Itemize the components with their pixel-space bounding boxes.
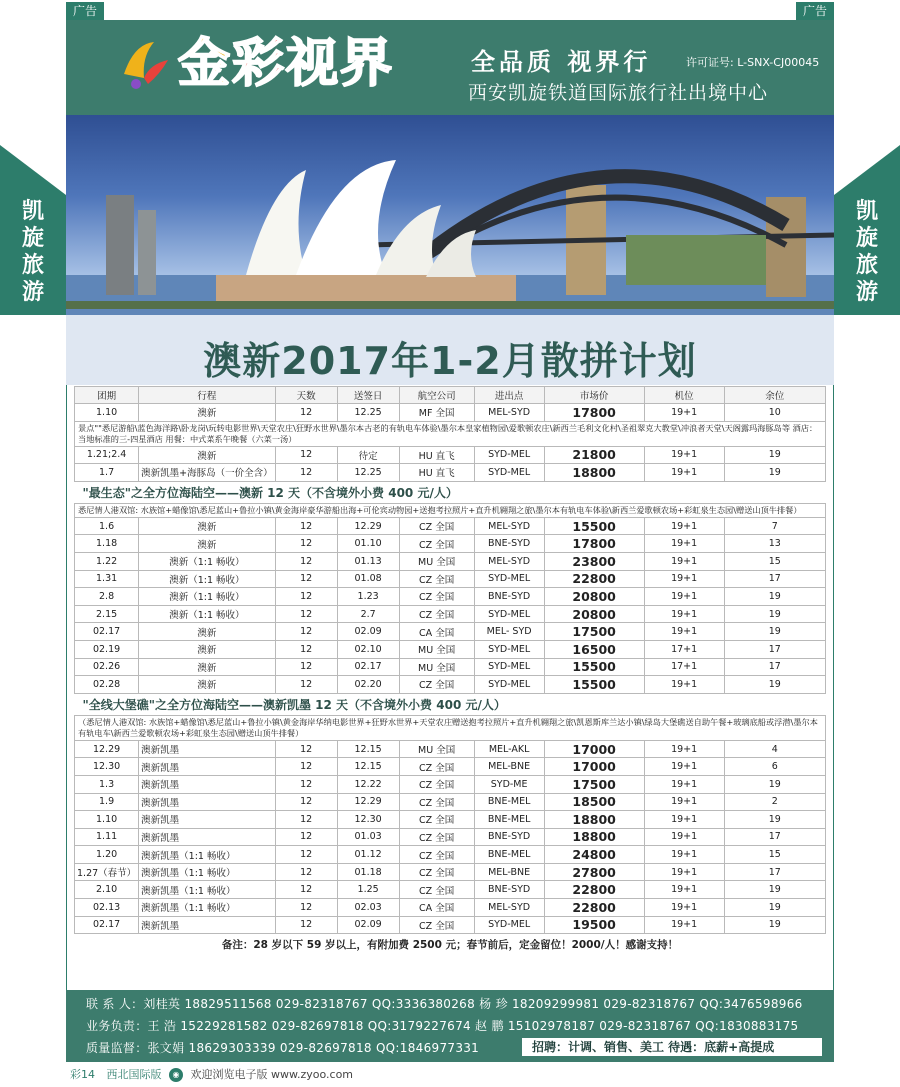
cell-visa: 01.18 — [337, 863, 399, 881]
cell-left: 13 — [724, 535, 825, 553]
cell-visa: 01.13 — [337, 552, 399, 570]
cell-date: 1.9 — [75, 793, 139, 811]
cell-seats: 19+1 — [644, 464, 724, 482]
cell-date: 1.18 — [75, 535, 139, 553]
note-text: 景点""悉尼游船\蓝色海洋路\卧龙岗\玩转电影世界\天堂农庄\狂野水世界\墨尔本古老的有轨电车体验\墨尔本皇家植物园\爱歌顿农庄\新西兰毛利文化村\圣祖翠克大教堂\冲浪者天堂\天阁露玛海豚岛等 酒店：当地标准的三-四星酒店 用餐：中式菜系午晚餐（六菜一汤） — [75, 421, 826, 446]
table-row — [75, 517, 826, 535]
cell-visa: 12.15 — [337, 758, 399, 776]
cell-route: 澳新 — [139, 517, 275, 535]
cell-route: 澳新凯墨+海豚岛（一价全含） — [139, 464, 275, 482]
cell-days: 12 — [275, 863, 337, 881]
cell-seats: 19+1 — [644, 552, 724, 570]
cell-visa: 02.20 — [337, 676, 399, 694]
cell-airline: HU 直飞 — [399, 464, 474, 482]
cell-airline: MU 全国 — [399, 740, 474, 758]
cell-airline: CZ 全国 — [399, 570, 474, 588]
itinerary-note — [75, 503, 826, 517]
cell-route: 澳新凯墨（1:1 畅收） — [139, 881, 275, 899]
cell-visa: 02.10 — [337, 640, 399, 658]
cell-visa: 12.29 — [337, 793, 399, 811]
cell-route: 澳新 — [139, 623, 275, 641]
col-header: 送签日 — [337, 387, 399, 404]
cell-price: 22800 — [544, 899, 644, 917]
cell-date: 1.27（春节） — [75, 863, 139, 881]
side-banner-left — [0, 195, 66, 315]
cell-visa: 12.30 — [337, 811, 399, 829]
cell-route: 澳新凯墨 — [139, 775, 275, 793]
col-header: 航空公司 — [399, 387, 474, 404]
cell-route: 澳新 — [139, 640, 275, 658]
cell-price: 18800 — [544, 828, 644, 846]
cell-days: 12 — [275, 846, 337, 864]
cell-route: 澳新 — [139, 446, 275, 464]
table-row — [75, 404, 826, 422]
cell-price: 24800 — [544, 846, 644, 864]
cell-price: 20800 — [544, 605, 644, 623]
cell-seats: 19+1 — [644, 740, 724, 758]
cell-port: BNE-MEL — [474, 793, 544, 811]
cell-left: 19 — [724, 881, 825, 899]
cell-date: 1.3 — [75, 775, 139, 793]
cell-date: 1.7 — [75, 464, 139, 482]
cell-days: 12 — [275, 640, 337, 658]
cell-price: 17500 — [544, 623, 644, 641]
cell-price: 18800 — [544, 811, 644, 829]
cell-days: 12 — [275, 623, 337, 641]
cell-seats: 19+1 — [644, 846, 724, 864]
cell-price: 19500 — [544, 916, 644, 934]
cell-seats: 19+1 — [644, 758, 724, 776]
ad-tag-left: 广告 — [66, 2, 104, 20]
table-row — [75, 676, 826, 694]
col-header: 行程 — [139, 387, 275, 404]
cell-seats: 19+1 — [644, 535, 724, 553]
section-title-row — [75, 481, 826, 503]
table-row — [75, 881, 826, 899]
table-row — [75, 535, 826, 553]
cell-left: 19 — [724, 899, 825, 917]
table-row — [75, 758, 826, 776]
cell-days: 12 — [275, 605, 337, 623]
cell-visa: 01.08 — [337, 570, 399, 588]
cell-port: SYD-MEL — [474, 916, 544, 934]
cell-date: 1.31 — [75, 570, 139, 588]
cell-airline: CZ 全国 — [399, 775, 474, 793]
cell-left: 17 — [724, 570, 825, 588]
agency-name: 西安凯旋铁道国际旅行社出境中心 — [468, 82, 769, 104]
cell-days: 12 — [275, 552, 337, 570]
table-row — [75, 446, 826, 464]
cell-port: MEL-SYD — [474, 517, 544, 535]
cell-date: 02.17 — [75, 916, 139, 934]
table-row — [75, 846, 826, 864]
table-header-row — [75, 387, 826, 404]
cell-route: 澳新（1:1 畅收） — [139, 570, 275, 588]
col-header: 余位 — [724, 387, 825, 404]
cell-left: 19 — [724, 588, 825, 606]
brand-name — [178, 32, 394, 96]
cell-price: 18500 — [544, 793, 644, 811]
cell-date: 02.13 — [75, 899, 139, 917]
cell-seats: 19+1 — [644, 811, 724, 829]
side-char: 游 — [21, 280, 44, 305]
cell-visa: 1.23 — [337, 588, 399, 606]
cell-price: 18800 — [544, 464, 644, 482]
table-row — [75, 899, 826, 917]
globe-icon: ◉ — [169, 1068, 183, 1082]
cell-route: 澳新凯墨 — [139, 828, 275, 846]
cell-visa: 12.25 — [337, 404, 399, 422]
cell-airline: CZ 全国 — [399, 588, 474, 606]
col-header: 团期 — [75, 387, 139, 404]
cell-left: 19 — [724, 464, 825, 482]
table-row — [75, 464, 826, 482]
cell-date: 12.30 — [75, 758, 139, 776]
cell-visa: 12.15 — [337, 740, 399, 758]
itinerary-note — [75, 715, 826, 740]
cell-price: 27800 — [544, 863, 644, 881]
cell-visa: 02.03 — [337, 899, 399, 917]
cell-port: BNE-MEL — [474, 811, 544, 829]
cell-days: 12 — [275, 916, 337, 934]
cell-port: MEL-SYD — [474, 899, 544, 917]
cell-left: 19 — [724, 811, 825, 829]
cell-date: 1.11 — [75, 828, 139, 846]
cell-days: 12 — [275, 446, 337, 464]
cell-price: 17800 — [544, 404, 644, 422]
table-row — [75, 588, 826, 606]
cell-left: 17 — [724, 658, 825, 676]
cell-port: SYD-MEL — [474, 570, 544, 588]
cell-days: 12 — [275, 775, 337, 793]
cell-airline: CZ 全国 — [399, 916, 474, 934]
cell-visa: 01.12 — [337, 846, 399, 864]
cell-airline: CZ 全国 — [399, 881, 474, 899]
itinerary-note — [75, 421, 826, 446]
cell-left: 19 — [724, 676, 825, 694]
cell-left: 10 — [724, 404, 825, 422]
cell-days: 12 — [275, 570, 337, 588]
cell-route: 澳新 — [139, 658, 275, 676]
cell-port: SYD-MEL — [474, 640, 544, 658]
cell-airline: MU 全国 — [399, 552, 474, 570]
cell-port: MEL-BNE — [474, 863, 544, 881]
section-title: "最生态"之全方位海陆空——澳新 12 天（不含境外小费 400 元/人） — [82, 485, 458, 500]
cell-port: MEL-SYD — [474, 404, 544, 422]
cell-days: 12 — [275, 517, 337, 535]
cell-route: 澳新 — [139, 676, 275, 694]
contact-row: 联 系 人：刘桂英 18829511568 029-82318767 QQ:3336380268 杨 珍 18209299981 029-82318767 QQ:3476598966 — [86, 997, 803, 1011]
remark-row — [75, 934, 826, 954]
cell-seats: 19+1 — [644, 517, 724, 535]
quality-row: 质量监督：张文娟 18629303339 029-82697818 QQ:1846977331 — [86, 1041, 480, 1055]
cell-seats: 19+1 — [644, 676, 724, 694]
cell-port: BNE-SYD — [474, 881, 544, 899]
cell-airline: CA 全国 — [399, 623, 474, 641]
cell-route: 澳新（1:1 畅收） — [139, 588, 275, 606]
side-char: 凯 — [855, 199, 878, 224]
cell-price: 17000 — [544, 758, 644, 776]
col-header: 市场价 — [544, 387, 644, 404]
header — [66, 20, 834, 115]
cell-visa: 待定 — [337, 446, 399, 464]
cell-airline: CZ 全国 — [399, 811, 474, 829]
page-number: 彩14 — [70, 1068, 95, 1081]
cell-port: BNE-MEL — [474, 846, 544, 864]
cell-route: 澳新（1:1 畅收） — [139, 552, 275, 570]
cell-left: 19 — [724, 605, 825, 623]
cell-date: 1.20 — [75, 846, 139, 864]
cell-port: SYD-MEL — [474, 446, 544, 464]
table-row — [75, 740, 826, 758]
cell-days: 12 — [275, 899, 337, 917]
site-link[interactable]: 欢迎浏览电子版 www.zyoo.com — [190, 1068, 354, 1081]
cell-seats: 19+1 — [644, 793, 724, 811]
cell-date: 1.21;2.4 — [75, 446, 139, 464]
cell-port: MEL-SYD — [474, 552, 544, 570]
section-name: 西北国际版 — [106, 1068, 162, 1081]
cell-visa: 02.17 — [337, 658, 399, 676]
cell-left: 15 — [724, 846, 825, 864]
cell-seats: 19+1 — [644, 446, 724, 464]
cell-port: BNE-SYD — [474, 828, 544, 846]
cell-route: 澳新凯墨 — [139, 793, 275, 811]
cell-airline: CZ 全国 — [399, 605, 474, 623]
cell-price: 22800 — [544, 881, 644, 899]
table-row — [75, 623, 826, 641]
cell-seats: 19+1 — [644, 775, 724, 793]
cell-seats: 19+1 — [644, 828, 724, 846]
cell-days: 12 — [275, 404, 337, 422]
side-char: 旋 — [21, 226, 44, 251]
license-number: 许可证号: L-SNX-CJ00045 — [686, 56, 820, 69]
cell-seats: 17+1 — [644, 640, 724, 658]
cell-airline: CA 全国 — [399, 899, 474, 917]
cell-visa: 12.25 — [337, 464, 399, 482]
section-title-row — [75, 693, 826, 715]
cell-price: 16500 — [544, 640, 644, 658]
cell-date: 12.29 — [75, 740, 139, 758]
cell-airline: CZ 全国 — [399, 863, 474, 881]
cell-route: 澳新凯墨 — [139, 740, 275, 758]
cell-airline: MU 全国 — [399, 640, 474, 658]
cell-price: 15500 — [544, 517, 644, 535]
cell-days: 12 — [275, 464, 337, 482]
cell-port: SYD-MEL — [474, 658, 544, 676]
cell-airline: CZ 全国 — [399, 828, 474, 846]
cell-date: 1.10 — [75, 811, 139, 829]
cell-left: 17 — [724, 863, 825, 881]
cell-price: 17800 — [544, 535, 644, 553]
cell-airline: HU 直飞 — [399, 446, 474, 464]
cell-seats: 19+1 — [644, 404, 724, 422]
cell-visa: 01.03 — [337, 828, 399, 846]
cell-date: 1.10 — [75, 404, 139, 422]
cell-left: 19 — [724, 916, 825, 934]
cell-port: SYD-MEL — [474, 605, 544, 623]
cell-left: 7 — [724, 517, 825, 535]
cell-route: 澳新 — [139, 535, 275, 553]
cell-date: 02.19 — [75, 640, 139, 658]
cell-seats: 19+1 — [644, 863, 724, 881]
cell-price: 17500 — [544, 775, 644, 793]
col-header: 进出点 — [474, 387, 544, 404]
table-row — [75, 658, 826, 676]
cell-date: 1.6 — [75, 517, 139, 535]
cell-date: 1.22 — [75, 552, 139, 570]
cell-port: BNE-SYD — [474, 588, 544, 606]
remark-text: 备注：28 岁以下 59 岁以上，有附加费 2500 元；春节前后，定金留位！2000/人！感谢支持！ — [221, 938, 679, 951]
cell-seats: 19+1 — [644, 623, 724, 641]
cell-left: 17 — [724, 828, 825, 846]
cell-left: 19 — [724, 446, 825, 464]
side-char: 旅 — [21, 253, 44, 278]
recruit-banner: 招聘：计调、销售、美工 待遇：底薪+高提成 — [522, 1038, 822, 1056]
brand-char: 彩 — [232, 34, 287, 94]
table-row — [75, 793, 826, 811]
cell-days: 12 — [275, 793, 337, 811]
table-row — [75, 828, 826, 846]
note-text: （悉尼情人港双馆: 水族馆+蜡像馆\悉尼蓝山+鲁拉小镇\黄金海岸华纳电影世界+狂野水世界+天堂农庄赠送抱考拉照片+直升机翱翔之旅\凯恩斯库兰达小镇\绿岛大堡礁送自助午餐+玻璃底船或浮潜\墨尔本有轨电车\新西兰爱歌顿农场+彩虹泉生态园\赠送山顶牛排餐） — [75, 715, 826, 740]
cell-seats: 19+1 — [644, 570, 724, 588]
table-row — [75, 640, 826, 658]
cell-airline: MU 全国 — [399, 658, 474, 676]
cell-port: MEL-AKL — [474, 740, 544, 758]
table-row — [75, 863, 826, 881]
cell-route: 澳新凯墨（1:1 畅收） — [139, 863, 275, 881]
cell-date: 2.8 — [75, 588, 139, 606]
col-header: 天数 — [275, 387, 337, 404]
cell-price: 21800 — [544, 446, 644, 464]
cell-price: 23800 — [544, 552, 644, 570]
cell-days: 12 — [275, 658, 337, 676]
cell-visa: 02.09 — [337, 916, 399, 934]
cell-left: 6 — [724, 758, 825, 776]
cell-date: 02.17 — [75, 623, 139, 641]
col-header: 机位 — [644, 387, 724, 404]
cell-seats: 19+1 — [644, 881, 724, 899]
cell-route: 澳新凯墨 — [139, 916, 275, 934]
cell-route: 澳新凯墨（1:1 畅收） — [139, 846, 275, 864]
table-row — [75, 605, 826, 623]
cell-airline: CZ 全国 — [399, 793, 474, 811]
cell-price: 15500 — [544, 658, 644, 676]
cell-airline: CZ 全国 — [399, 535, 474, 553]
cell-seats: 19+1 — [644, 588, 724, 606]
cell-port: SYD-MEL — [474, 676, 544, 694]
table-row — [75, 811, 826, 829]
cell-days: 12 — [275, 676, 337, 694]
cell-days: 12 — [275, 881, 337, 899]
cell-days: 12 — [275, 535, 337, 553]
cell-left: 17 — [724, 640, 825, 658]
contact-footer — [66, 990, 834, 1062]
cell-port: BNE-SYD — [474, 535, 544, 553]
cell-visa: 02.09 — [337, 623, 399, 641]
cell-port: SYD-ME — [474, 775, 544, 793]
cell-route: 澳新凯墨（1:1 畅收） — [139, 899, 275, 917]
table-row — [75, 552, 826, 570]
cell-date: 02.28 — [75, 676, 139, 694]
cell-days: 12 — [275, 588, 337, 606]
cell-route: 澳新凯墨 — [139, 811, 275, 829]
cell-visa: 12.29 — [337, 517, 399, 535]
cell-visa: 12.22 — [337, 775, 399, 793]
brand-logo-icon — [114, 34, 174, 94]
cell-days: 12 — [275, 828, 337, 846]
cell-days: 12 — [275, 758, 337, 776]
side-char: 凯 — [21, 199, 44, 224]
brand-char: 界 — [340, 34, 395, 94]
cell-date: 02.26 — [75, 658, 139, 676]
cell-date: 2.15 — [75, 605, 139, 623]
ad-tag-right: 广告 — [796, 2, 834, 20]
side-char: 游 — [855, 280, 878, 305]
brand-char: 金 — [178, 34, 233, 94]
bottom-bar — [70, 1066, 353, 1082]
cell-seats: 19+1 — [644, 899, 724, 917]
cell-port: MEL- SYD — [474, 623, 544, 641]
brand-char: 视 — [286, 34, 341, 94]
cell-route: 澳新 — [139, 404, 275, 422]
cell-seats: 19+1 — [644, 605, 724, 623]
cell-seats: 19+1 — [644, 916, 724, 934]
side-char: 旋 — [855, 226, 878, 251]
cell-price: 15500 — [544, 676, 644, 694]
cell-seats: 17+1 — [644, 658, 724, 676]
section-title: "全线大堡礁"之全方位海陆空——澳新凯墨 12 天（不含境外小费 400 元/人） — [82, 697, 506, 712]
cell-left: 19 — [724, 775, 825, 793]
cell-route: 澳新（1:1 畅收） — [139, 605, 275, 623]
cell-left: 4 — [724, 740, 825, 758]
cell-days: 12 — [275, 811, 337, 829]
tour-schedule-table — [74, 386, 826, 954]
cell-airline: MF 全国 — [399, 404, 474, 422]
cell-visa: 01.10 — [337, 535, 399, 553]
business-row: 业务负责：王 浩 15229281582 029-82697818 QQ:3179227674 赵 鹏 15102978187 029-82318767 QQ:1830883175 — [86, 1019, 799, 1033]
side-char: 旅 — [855, 253, 878, 278]
table-row — [75, 775, 826, 793]
cell-left: 15 — [724, 552, 825, 570]
cell-visa: 1.25 — [337, 881, 399, 899]
cell-airline: CZ 全国 — [399, 758, 474, 776]
cell-left: 19 — [724, 623, 825, 641]
cell-price: 22800 — [544, 570, 644, 588]
cell-date: 2.10 — [75, 881, 139, 899]
cell-airline: CZ 全国 — [399, 676, 474, 694]
table-row — [75, 570, 826, 588]
cell-price: 17000 — [544, 740, 644, 758]
cell-port: SYD-MEL — [474, 464, 544, 482]
cell-route: 澳新凯墨 — [139, 758, 275, 776]
note-text: 悉尼情人港双馆: 水族馆+蜡像馆\悉尼蓝山+鲁拉小镇\黄金海岸豪华游船出海+可伦宾动物园+送抱考拉照片+直升机翱翔之旅\墨尔本有轨电车体验\新西兰爱歌顿农场+彩虹泉生态园\赠送山顶牛排餐） — [75, 503, 826, 517]
side-banner-right — [834, 195, 900, 315]
cell-visa: 2.7 — [337, 605, 399, 623]
cell-price: 20800 — [544, 588, 644, 606]
cell-days: 12 — [275, 740, 337, 758]
plan-title: 澳新2017年1-2月散拼计划 — [203, 339, 697, 383]
cell-airline: CZ 全国 — [399, 846, 474, 864]
table-row — [75, 916, 826, 934]
cell-airline: CZ 全国 — [399, 517, 474, 535]
cell-left: 2 — [724, 793, 825, 811]
slogan: 全品质 视界行 — [471, 47, 652, 76]
cell-port: MEL-BNE — [474, 758, 544, 776]
